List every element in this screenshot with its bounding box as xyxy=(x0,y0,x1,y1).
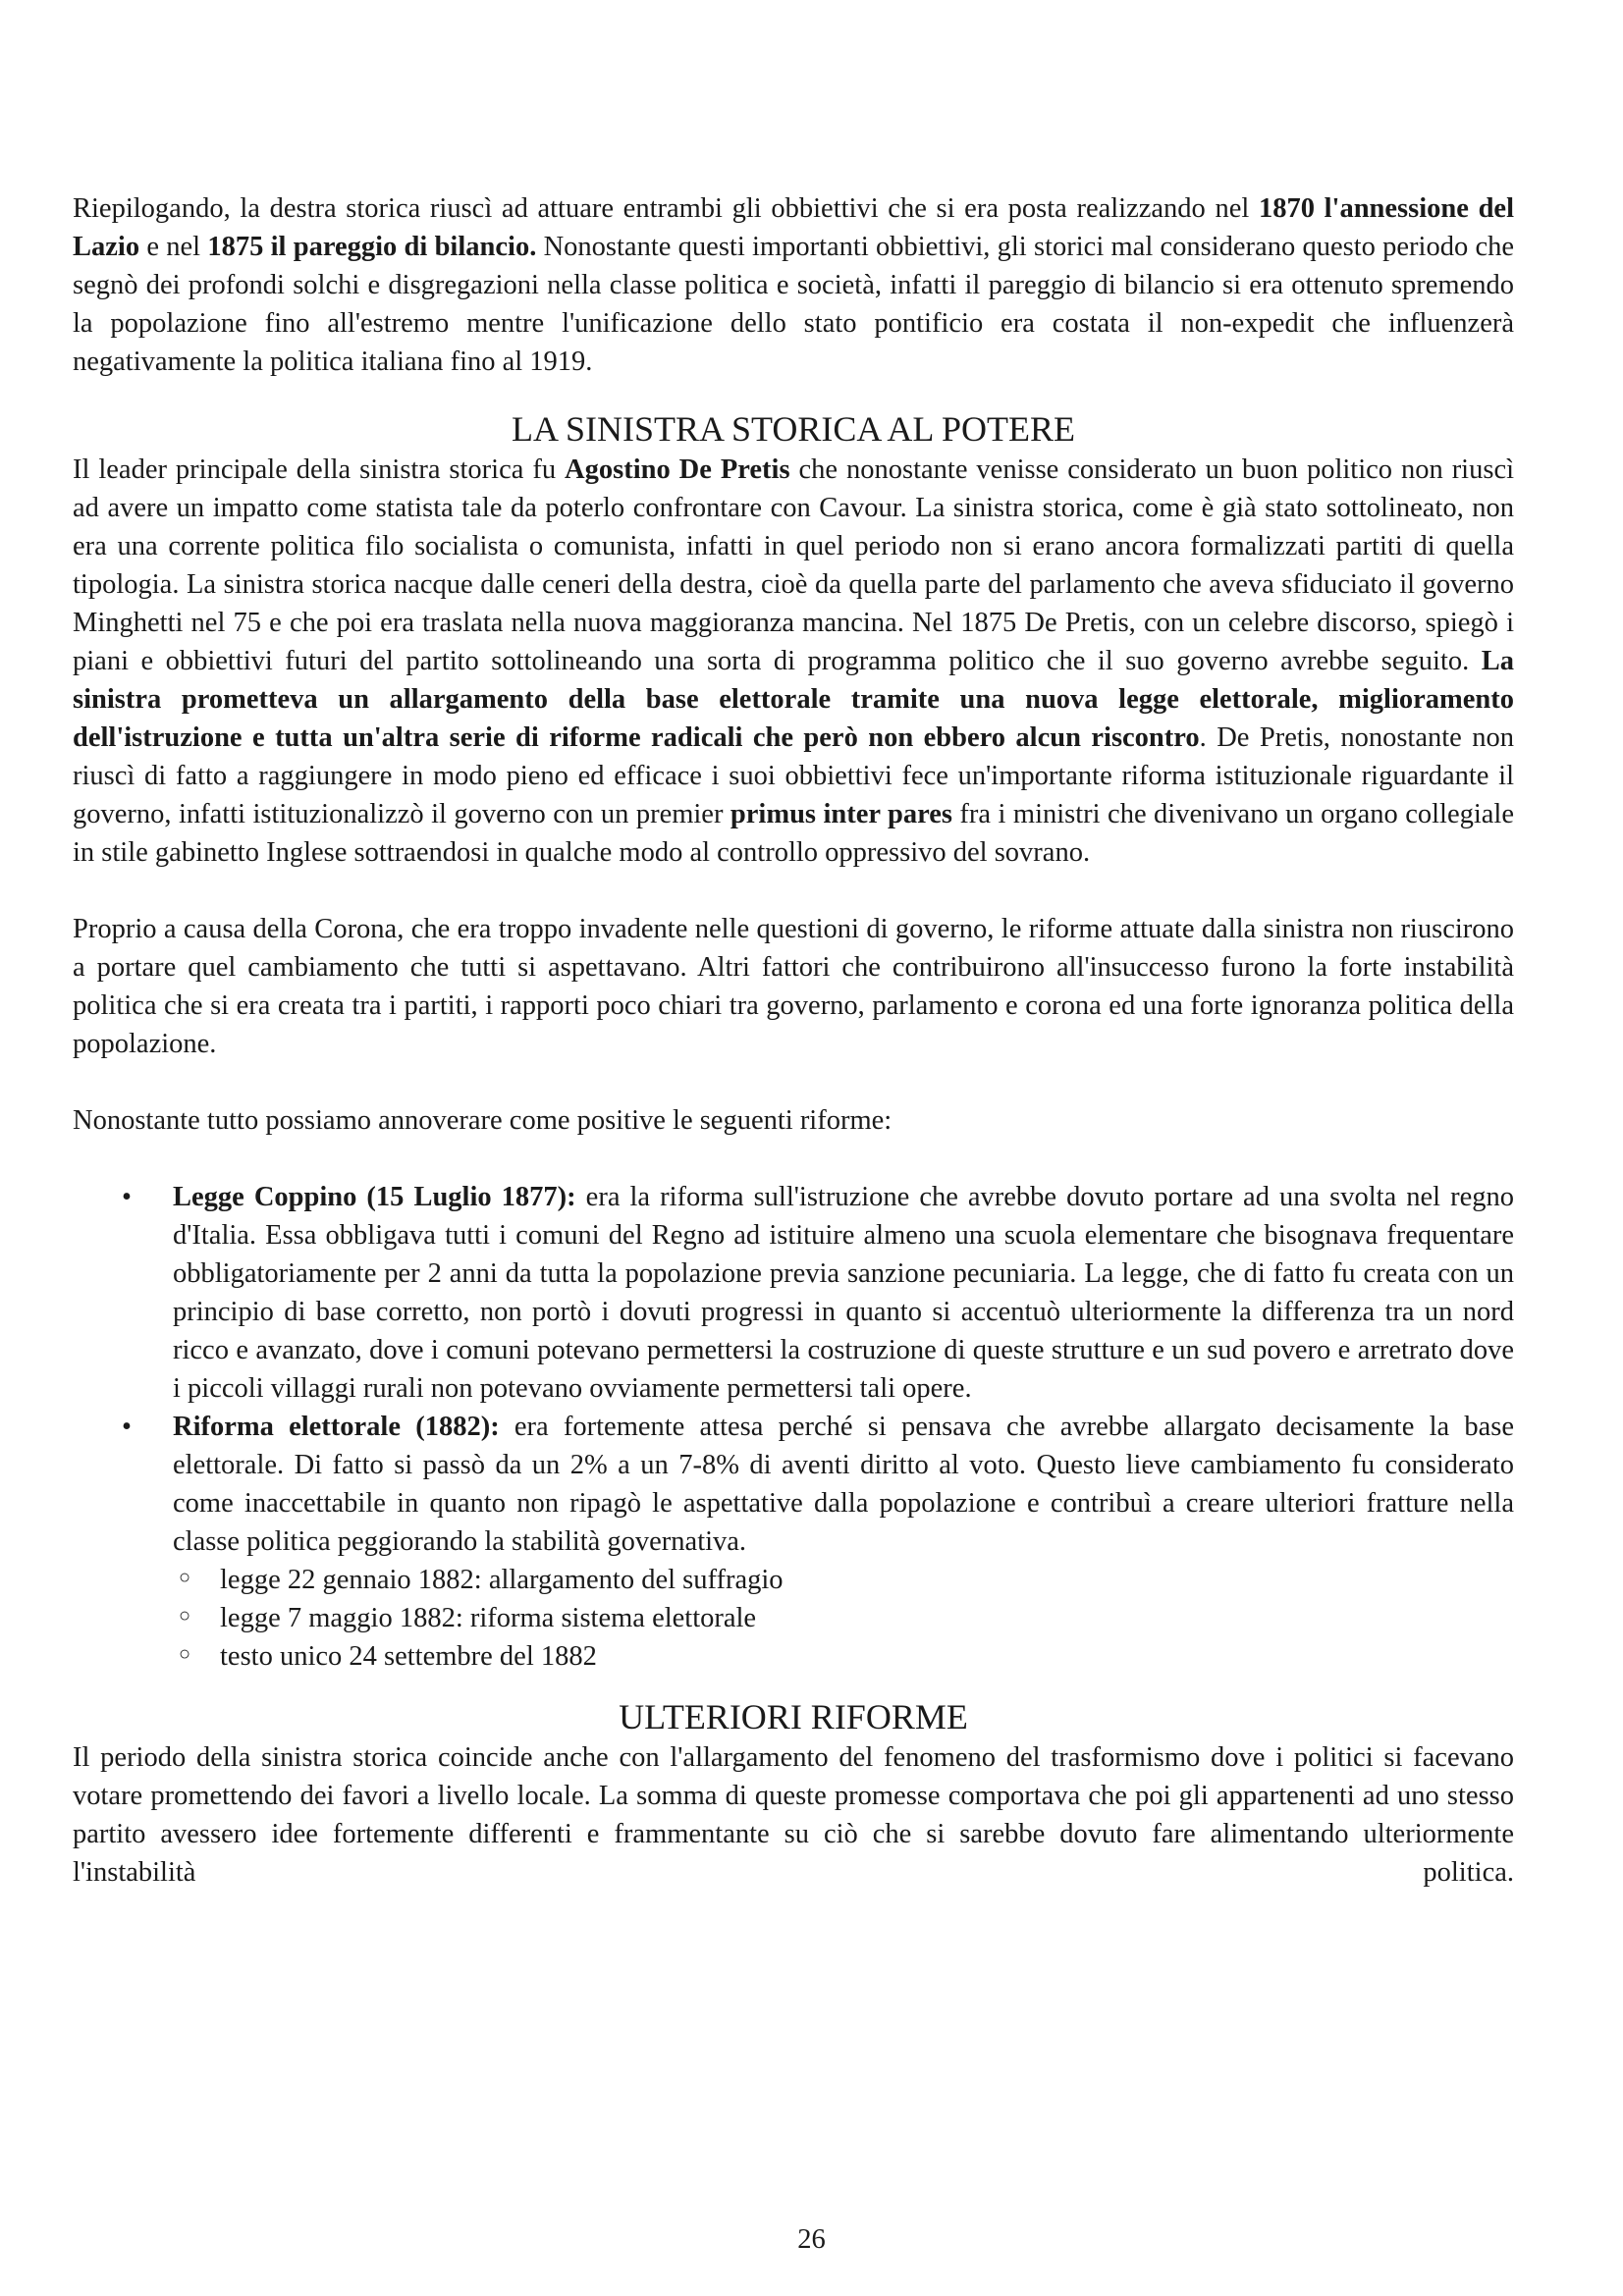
intro-text-2: e nel xyxy=(139,232,208,262)
sinistra-paragraph-2: Proprio a causa della Corona, che era troppo invadente nelle questioni di governo, le riforme attuate dalla sinistra non riuscirono a portare quel cambiamento che tutti si aspettavano. Altri fattori che contribuirono all'insuccesso furono la forte instabilità politica che si era creata tra i partiti, i rapporti poco chiari tra governo, parlamento e corona ed una forte ignoranza politica della popolazione. xyxy=(73,914,1514,1059)
sinistra-bold-1: Agostino De Pretis xyxy=(565,454,790,485)
electoral-laws-list xyxy=(173,1561,1514,1676)
paragraph-spacer xyxy=(73,1063,1514,1101)
paragraph-spacer xyxy=(73,872,1514,910)
paragraph-spacer xyxy=(73,1140,1514,1178)
reform-text: era la riforma sull'istruzione che avrebbe dovuto portare ad una svolta nel regno d'Italia. Essa obbligava tutti i comuni del Regno ad istituire almeno una scuola elementare che bisognava frequentare obbligatoriamente per 2 anni da tutta la popolazione previa sanzione pecuniaria. La legge, che di fatto fu creata con un principio di base corretto, non portò i dovuti progressi in quanto si accentuò ulteriormente la differenza tra un nord ricco e avanzato, dove i comuni potevano permettersi la costruzione di queste strutture e un sud povero e arretrato dove i piccoli villaggi rurali non potevano ovviamente permettersi tali opere. xyxy=(173,1182,1514,1404)
reforms-list xyxy=(73,1178,1514,1676)
sinistra-text-4: fra i ministri che divenivano un organo collegiale in stile gabinetto Inglese sottraendosi in qualche modo al controllo oppressivo del sovrano. xyxy=(73,799,1514,868)
document-page xyxy=(73,189,1514,1892)
ulteriori-paragraph: Il periodo della sinistra storica coincide anche con l'allargamento del fenomeno del trasformismo dove i politici si facevano votare promettendo dei favori a livello locale. La somma di queste promesse comportava che poi gli appartenenti ad uno stesso partito avessero idee fortemente differenti e frammentante su ciò che si sarebbe dovuto fare alimentando ulteriormente l'instabilità politica. xyxy=(73,1742,1514,1888)
section-title-ulteriori: ULTERIORI RIFORME xyxy=(619,1697,968,1736)
reform-label: Legge Coppino (15 Luglio 1877): xyxy=(173,1182,576,1212)
sinistra-text-1: Il leader principale della sinistra storica fu xyxy=(73,454,566,485)
section-title-sinistra: LA SINISTRA STORICA AL POTERE xyxy=(511,409,1076,449)
sinistra-text-2: che nonostante venisse considerato un buon politico non riuscì ad avere un impatto come statista tale da poterlo confrontare con Cavour. La sinistra storica, come è già stato sottolineato, non era una corrente politica filo socialista o comunista, infatti in quel periodo non si erano ancora formalizzati partiti di quella tipologia. La sinistra storica nacque dalle ceneri della destra, cioè da quella parte del parlamento che aveva sfiduciato il governo Minghetti nel 75 e che poi era traslata nella nuova maggioranza mancina. Nel 1875 De Pretis, con un celebre discorso, spiegò i piani e obbiettivi futuri del partito sottolineando una sorta di programma politico che il suo governo avrebbe seguito. xyxy=(73,454,1515,676)
sinistra-paragraph-3: Nonostante tutto possiamo annoverare come positive le seguenti riforme: xyxy=(73,1105,893,1136)
sinistra-bold-3: primus inter pares xyxy=(730,799,952,829)
intro-paragraph xyxy=(73,189,1514,381)
intro-bold-1: 1870 l'annessione del Lazio xyxy=(73,193,1514,262)
sinistra-text-3: . De Pretis, nonostante non riuscì di fatto a raggiungere in modo pieno ed efficace i suoi obbiettivi fece un'importante riforma istituzionale riguardante il governo, infatti istituzionalizzò il governo con un premier xyxy=(73,722,1514,829)
electoral-law-item: ○ legge 22 gennaio 1882: allargamento del suffragio xyxy=(173,1561,1514,1599)
reform-text: era fortemente attesa perché si pensava che avrebbe allargato decisamente la base elettorale. Di fatto si passò da un 2% a un 7-8% di aventi diritto al voto. Questo lieve cambiamento fu considerato come inaccettabile in quanto non ripagò le aspettative dalla popolazione e contribuì a creare ulteriori fratture nella classe politica peggiorando la stabilità governativa. xyxy=(173,1412,1514,1557)
intro-bold-2: 1875 il pareggio di bilancio. xyxy=(207,232,537,262)
electoral-law-item: ○ testo unico 24 settembre del 1882 xyxy=(173,1637,1514,1676)
page-number: 26 xyxy=(797,2224,826,2255)
reform-item-coppino xyxy=(73,1178,1514,1408)
sinistra-paragraph-1 xyxy=(73,451,1514,872)
intro-text-1: Riepilogando, la destra storica riuscì ad attuare entrambi gli obbiettivi che si era posta realizzando nel xyxy=(73,193,1259,224)
sinistra-bold-2: La sinistra prometteva un allargamento della base elettorale tramite una nuova legge elettorale, miglioramento dell'istruzione e tutta un'altra serie di riforme radicali che però non ebbero alcun riscontro xyxy=(73,646,1514,753)
reform-item-elettorale xyxy=(73,1408,1514,1676)
intro-text-3: Nonostante questi importanti obbiettivi, gli storici mal considerano questo periodo che segnò dei profondi solchi e disgregazioni nella classe politica e società, infatti il pareggio di bilancio si era ottenuto spremendo la popolazione fino all'estremo mentre l'unificazione dello stato pontificio era costata il non-expedit che influenzerà negativamente la politica italiana fino al 1919. xyxy=(73,232,1515,377)
electoral-law-item: ○ legge 7 maggio 1882: riforma sistema elettorale xyxy=(173,1599,1514,1637)
reform-label: Riforma elettorale (1882): xyxy=(173,1412,500,1442)
